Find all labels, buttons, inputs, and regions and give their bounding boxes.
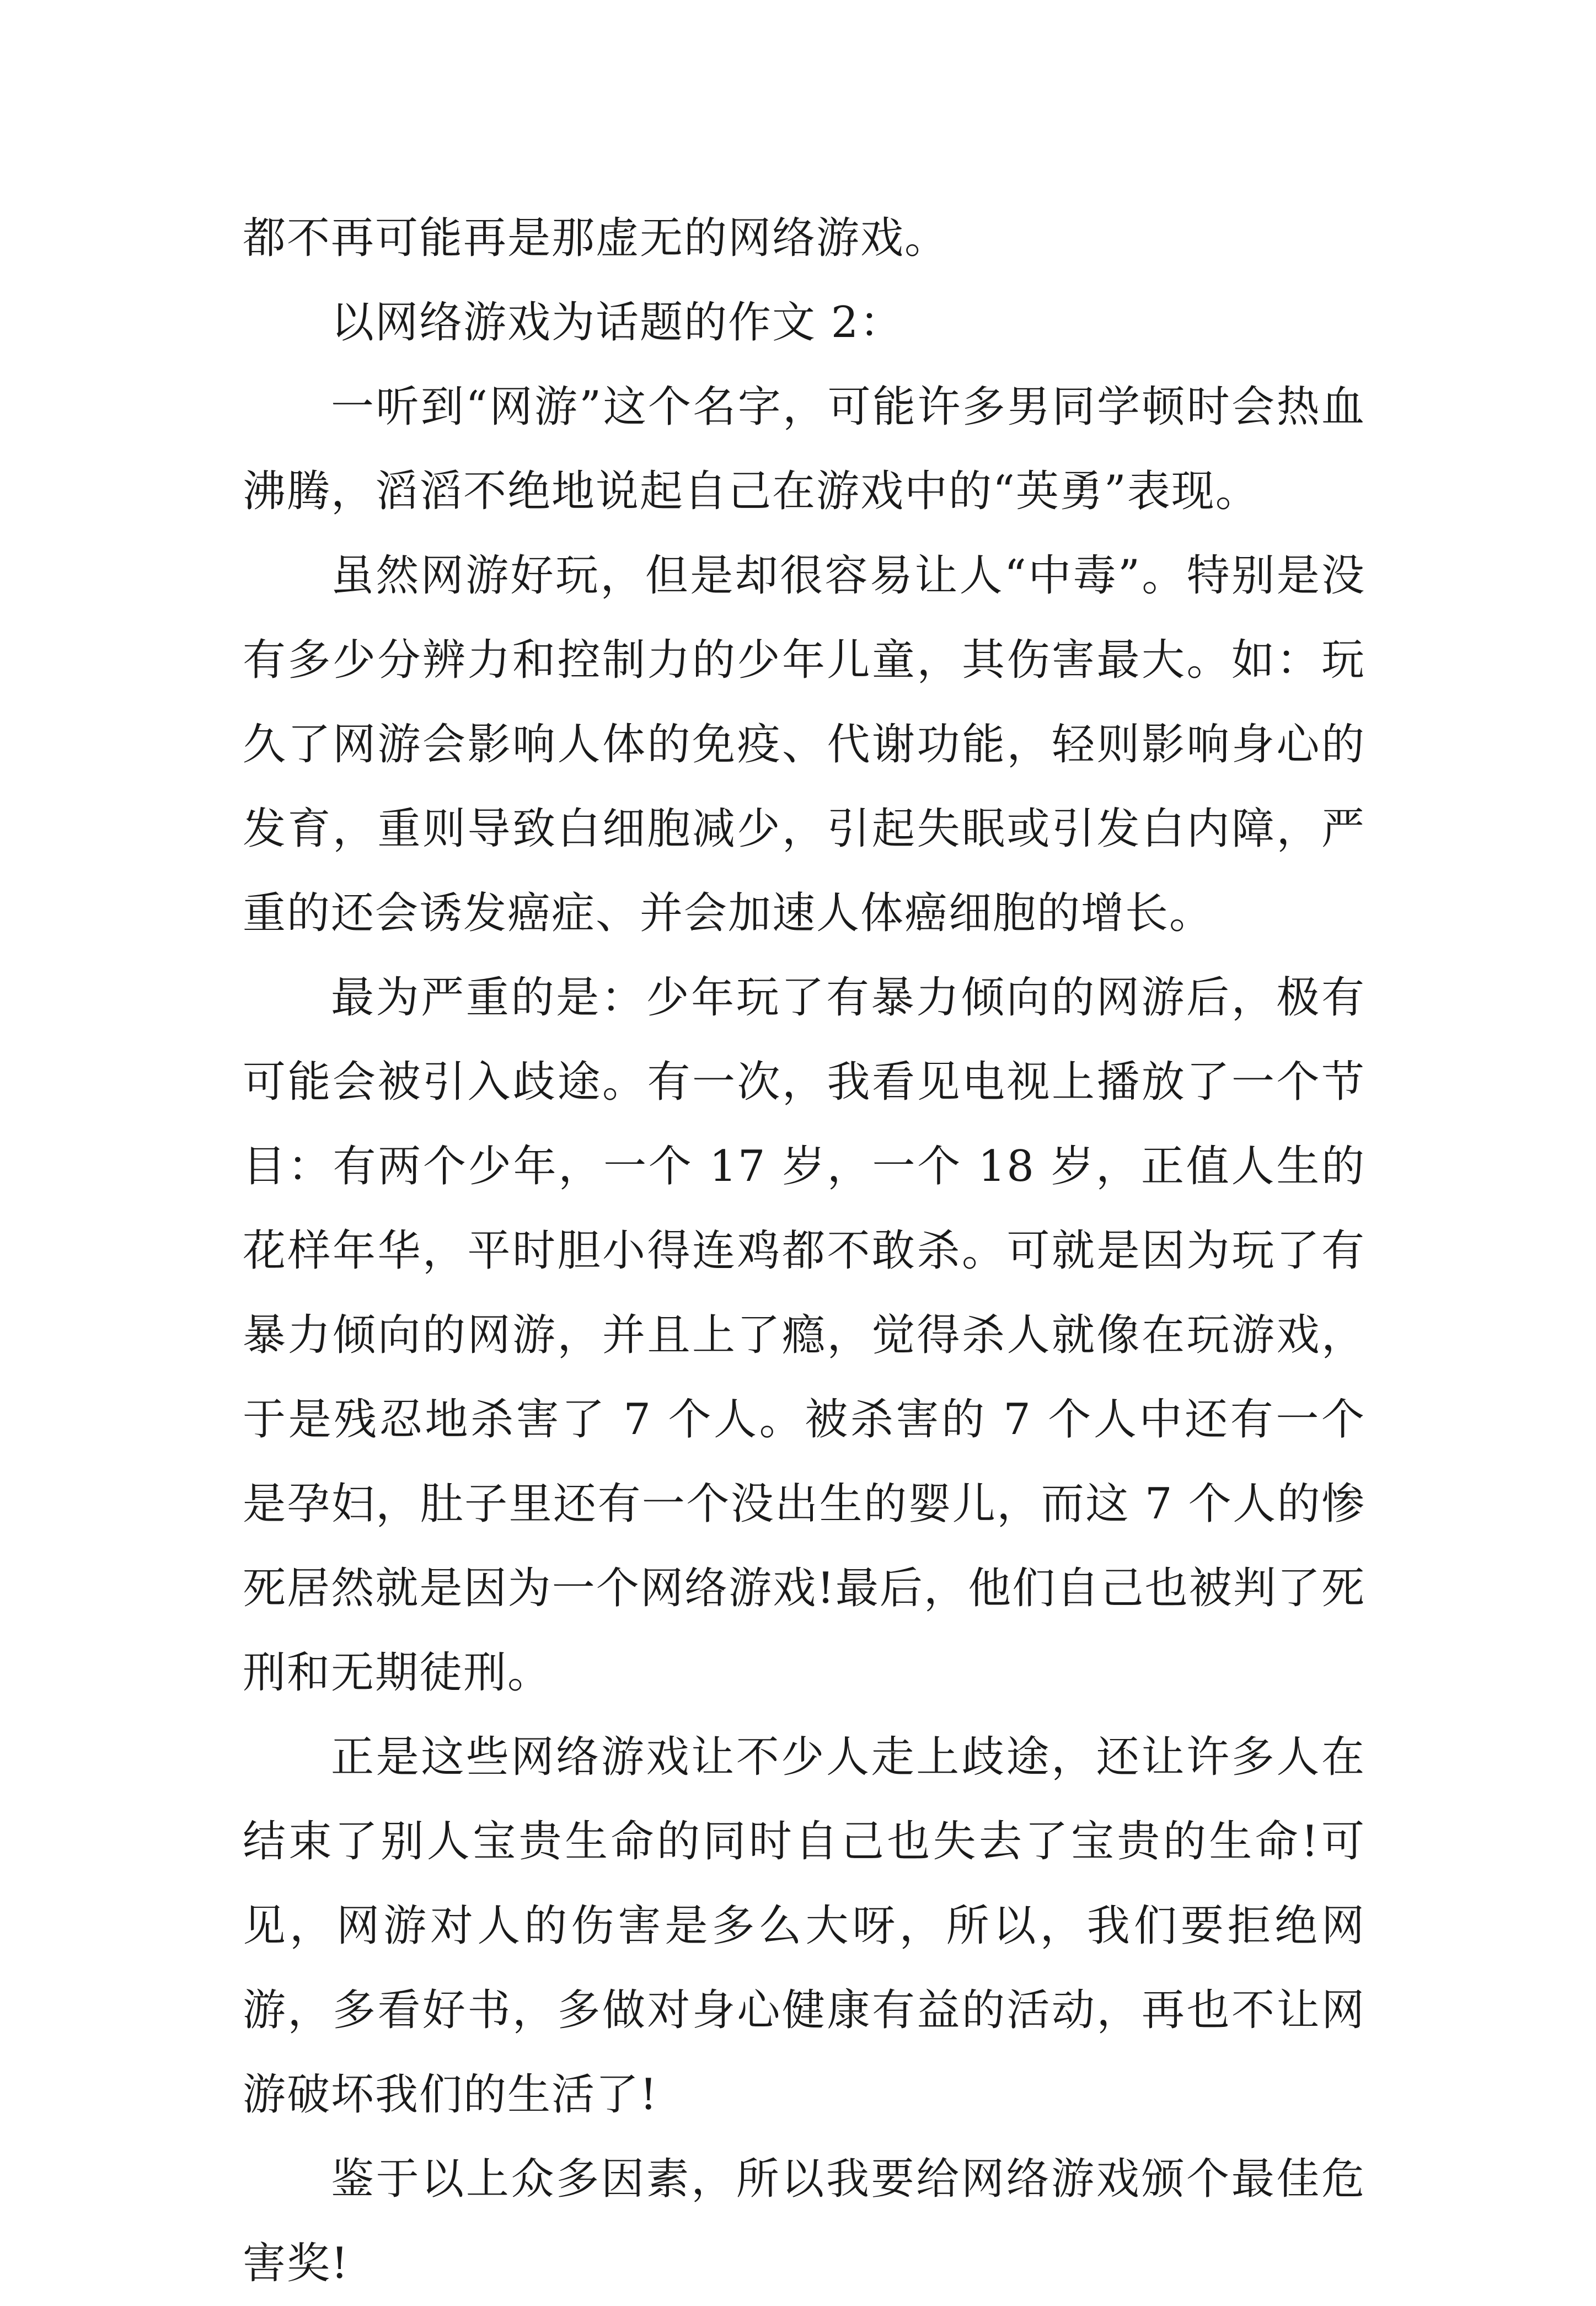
document-body — [243, 196, 1365, 2306]
paragraph: 一听到“网游”这个名字，可能许多男同学顿时会热血沸腾，滔滔不绝地说起自己在游戏中的“英勇”表现。 — [243, 382, 1365, 516]
paragraph: 虽然网游好玩，但是却很容易让人“中毒”。特别是没有多少分辨力和控制力的少年儿童，其伤害最大。如：玩久了网游会影响人体的免疫、代谢功能，轻则影响身心的发育，重则导致白细胞减少，引起失眠或引发白内障，严重的还会诱发癌症、并会加速人体癌细胞的增长。 — [243, 551, 1365, 938]
paragraph: 正是这些网络游戏让不少人走上歧途，还让许多人在结束了别人宝贵生命的同时自己也失去了宝贵的生命!可见，网游对人的伤害是多么大呀，所以，我们要拒绝网游，多看好书，多做对身心健康有益的活动，再也不让网游破坏我们的生活了! — [243, 1732, 1365, 2120]
paragraph: 鉴于以上众多因素，所以我要给网络游戏颁个最佳危害奖! — [243, 2154, 1365, 2288]
paragraph-continuation: 都不再可能再是那虚无的网络游戏。 — [243, 213, 949, 263]
paragraph: 最为严重的是：少年玩了有暴力倾向的网游后，极有可能会被引入歧途。有一次，我看见电视上播放了一个节目：有两个少年，一个 17 岁，一个 18 岁，正值人生的花样年华，平时胆小得连鸡都不敢杀。可就是因为玩了有暴力倾向的网游，并且上了瘾，觉得杀人就像在玩游戏，于是残忍地杀害了 7 个人。被杀害的 7 个人中还有一个是孕妇，肚子里还有一个没出生的婴儿，而这 7 个人的惨死居然就是因为一个网络游戏!最后，他们自己也被判了死刑和无期徒刑。 — [243, 973, 1365, 1698]
essay-heading: 以网络游戏为话题的作文 2： — [331, 298, 904, 347]
